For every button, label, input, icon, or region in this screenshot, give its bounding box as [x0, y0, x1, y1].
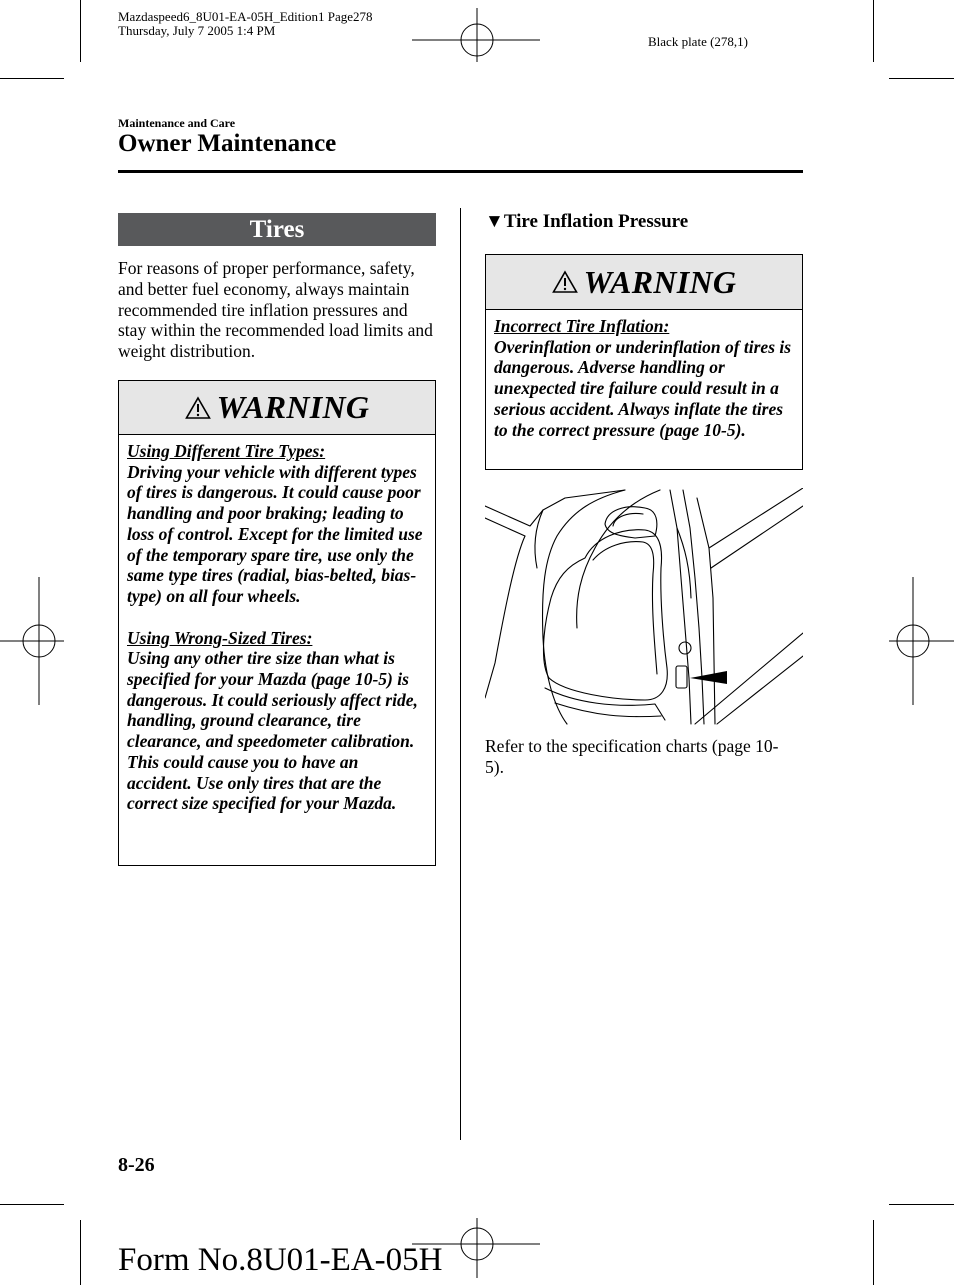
section-label: Maintenance and Care [118, 116, 236, 130]
triangle-down-icon: ▼ [485, 211, 504, 232]
plate-label: Black plate (278,1) [648, 34, 748, 49]
warning-body [486, 310, 802, 440]
warning-box-inflation [485, 254, 803, 470]
print-slug [118, 10, 373, 38]
warning-header [486, 255, 802, 310]
page-title: Owner Maintenance [118, 130, 337, 157]
warning-item1-text: Driving your vehicle with different types of tires is dangerous. It could cause poor handling and poor braking; leading to loss of control. Except for the limited use of the temporary spare tire, use only the same type tires (radial, bias-belted, bias-type) on all four wheels. [127, 461, 423, 606]
pointer-arrow-icon [690, 671, 727, 684]
warning-body [119, 435, 435, 814]
column-divider [460, 208, 461, 1140]
warning-word: WARNING [583, 263, 737, 300]
tires-heading: Tires [118, 213, 436, 246]
warning-item-title: Incorrect Tire Inflation: [494, 316, 670, 336]
inflation-subheading [485, 211, 688, 233]
warning-item2-text: Using any other tire size than what is specified for your Mazda (page 10-5) is dangerous. It could seriously affect ride, handling, ground clearance, tire clearance, and speedometer calibration. This could cause you to have an accident. Use only tires that are the correct size specified for your Mazda. [127, 648, 418, 814]
tires-intro: For reasons of proper performance, safety, and better fuel economy, always maintain recommended tire inflation pressures and stay within the recommended load limits and weight distribution. [118, 258, 433, 362]
form-number: Form No.8U01-EA-05H [118, 1242, 443, 1278]
warning-item2-title: Using Wrong-Sized Tires: [127, 627, 313, 648]
print-slug-line1: Mazdaspeed6_8U01-EA-05H_Edition1 Page278 [118, 9, 373, 24]
warning-header [119, 381, 435, 435]
warning-triangle-icon [552, 270, 578, 294]
warning-triangle-icon [185, 396, 211, 420]
inflation-subheading-text: Tire Inflation Pressure [503, 211, 689, 232]
warning-item-text: Overinflation or underinflation of tires is dangerous. Adverse handling or unexpected tire failure could result in a serious accident. Always inflate the tires to the correct pressure (page 10-5). [494, 336, 792, 440]
warning-box-tire-types [118, 380, 436, 866]
door-jamb-illustration [485, 488, 803, 728]
warning-word: WARNING [216, 389, 370, 425]
warning-item1-title: Using Different Tire Types: [127, 441, 326, 461]
figure-caption: Refer to the specification charts (page 10-5). [485, 736, 779, 777]
page-number: 8-26 [118, 1154, 155, 1176]
title-rule [118, 170, 803, 173]
print-slug-line2: Thursday, July 7 2005 1:4 PM [118, 23, 276, 38]
